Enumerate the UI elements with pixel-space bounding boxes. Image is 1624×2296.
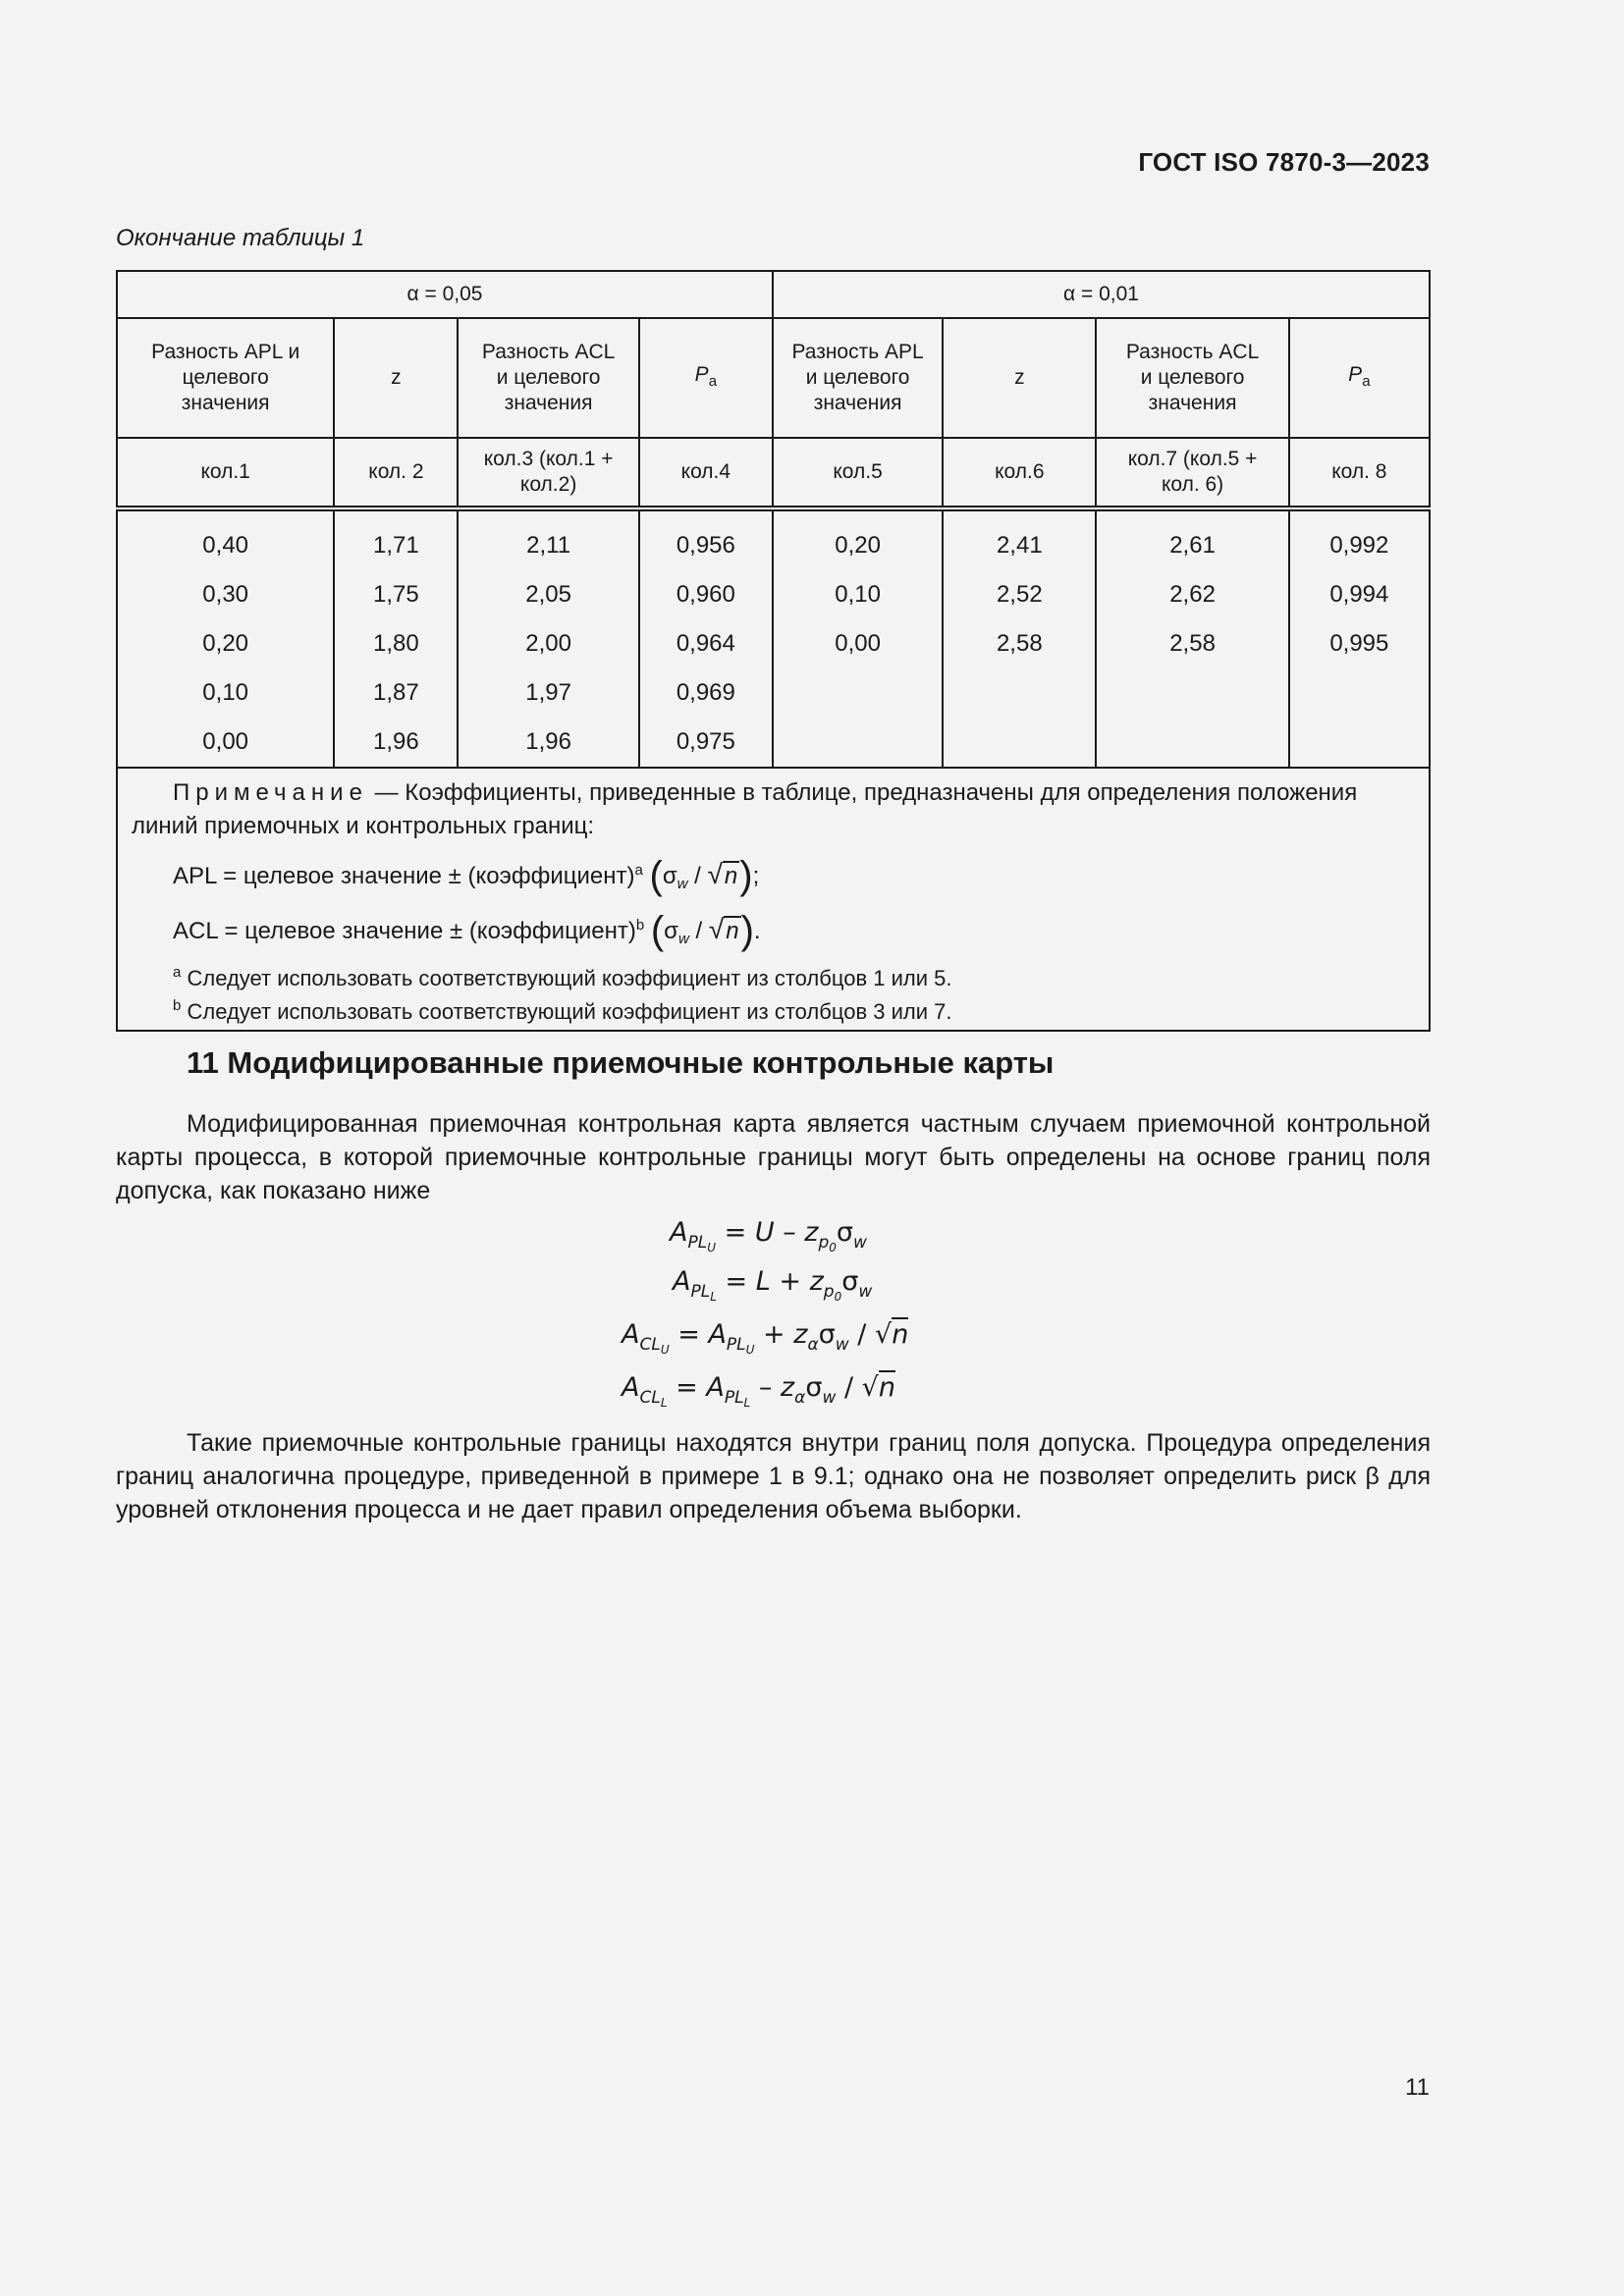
close-paren: ) [740, 909, 754, 952]
cell: 0,995 [1329, 630, 1389, 657]
PL-text: PL [690, 1282, 711, 1302]
col-label-1: кол.1 [117, 438, 334, 508]
CL-text: CL [639, 1388, 661, 1408]
header-acl-diff-1: Разность ACL и целевого значения [458, 318, 638, 438]
eq-sign: = [676, 1372, 698, 1403]
open-paren: ( [650, 909, 665, 952]
cell: 2,05 [525, 581, 571, 608]
A-symbol: A [622, 1319, 640, 1350]
plus-sign: + [779, 1266, 801, 1297]
cell: 1,87 [373, 679, 419, 706]
note-row [117, 768, 1430, 1031]
header-apl-diff-1: Разность APL и целевого значения [117, 318, 334, 438]
cell: 0,975 [676, 728, 735, 755]
col-label-4: кол.4 [639, 438, 773, 508]
note-text [132, 776, 1415, 843]
col-label-5: кол.5 [773, 438, 943, 508]
apl-end: ; [752, 863, 760, 889]
data-col-3 [458, 508, 638, 768]
cell: 0,20 [835, 532, 881, 559]
data-col-8 [1289, 508, 1430, 768]
acl-note-formula [132, 898, 1415, 953]
PL-sub [725, 1388, 750, 1408]
sigma-symbol: σ [805, 1372, 823, 1403]
sqrt-icon: √ [875, 1319, 893, 1350]
w-sub: w [835, 1335, 849, 1355]
table-note [117, 768, 1430, 1031]
cell: 0,00 [835, 630, 881, 657]
L-symbol: L [755, 1266, 771, 1297]
cell: 1,96 [525, 728, 571, 755]
minus-sign: – [783, 1217, 796, 1248]
footnote-mark-b: b [635, 917, 645, 934]
cell: 0,992 [1329, 532, 1389, 559]
slash: / [694, 863, 701, 889]
col-label-3: кол.3 (кол.1 + кол.2) [458, 438, 638, 508]
cell: 2,58 [996, 630, 1043, 657]
standard-code: ГОСТ ISO 7870-3—2023 [1138, 147, 1430, 177]
formula-apl-upper [670, 1217, 867, 1255]
paragraph-conclusion: Такие приемочные контрольные границы находятся внутри границ поля допуска. Процедура определения границ аналогична процедуре, приведенной в примере 1 в 9.1; однако она не позволяет определить риск β для уровней отклонения процесса и не дает правил определения объема выборки. [116, 1429, 1431, 1523]
section-title: 11 Модифицированные приемочные контрольные карты [187, 1045, 1055, 1080]
footnote-a-text: Следует использовать соответствующий коэффициент из столбцов 1 или 5. [187, 966, 952, 990]
close-paren: ) [739, 854, 753, 897]
page-number: 11 [1405, 2074, 1430, 2101]
cell: 0,960 [676, 581, 735, 608]
apl-note-formula [132, 843, 1415, 898]
acl-end: . [753, 918, 761, 944]
alpha-sub: α [794, 1388, 806, 1408]
cell: 0,964 [676, 630, 735, 657]
data-row [117, 508, 1430, 768]
slash: / [843, 1372, 854, 1403]
cell: 1,75 [373, 581, 419, 608]
w-subscript: w [677, 876, 688, 892]
L-sub: L [660, 1396, 668, 1410]
w-subscript: w [677, 931, 689, 947]
eq-sign: = [724, 1217, 747, 1248]
n-symbol: n [878, 1372, 895, 1403]
col-label-8: кол. 8 [1289, 438, 1430, 508]
column-header-row [117, 318, 1430, 438]
formula-acl-lower [622, 1372, 895, 1410]
header-acl-diff-2: Разность ACL и целевого значения [1096, 318, 1288, 438]
cell: 0,969 [676, 679, 735, 706]
formula-apl-lower [673, 1266, 872, 1304]
header-pa-1 [639, 318, 773, 438]
footnote-b-mark: b [173, 997, 182, 1014]
acl-note-prefix: ACL = целевое значение ± (коэффициент) [173, 918, 636, 944]
PL-sub [687, 1233, 716, 1253]
w-sub: w [858, 1282, 873, 1302]
U-sub: U [707, 1241, 717, 1255]
U-sub: U [745, 1343, 755, 1357]
data-col-5 [773, 508, 943, 768]
column-number-row [117, 438, 1430, 508]
sqrt-icon: √ [708, 914, 725, 944]
cell: 2,62 [1169, 581, 1216, 608]
alpha-005-header: α = 0,05 [117, 271, 773, 318]
slash: / [857, 1319, 867, 1350]
cell: 0,30 [202, 581, 249, 608]
CL-text: CL [639, 1335, 661, 1355]
coefficients-table-container [116, 270, 1431, 1032]
z-symbol: z [780, 1372, 795, 1403]
footnote-b-text: Следует использовать соответствующий коэффициент из столбцов 3 или 7. [187, 999, 952, 1024]
p-text: p [818, 1233, 830, 1253]
PL-text: PL [687, 1233, 708, 1253]
open-paren: ( [649, 854, 663, 897]
z-symbol: z [804, 1217, 819, 1248]
pa-symbol: P [694, 362, 709, 386]
U-sub: U [660, 1343, 670, 1357]
n-symbol: n [724, 863, 738, 889]
n-symbol: n [726, 918, 739, 944]
p0-sub [818, 1233, 836, 1253]
L-sub: L [743, 1396, 751, 1410]
data-col-2 [334, 508, 458, 768]
cell: 1,97 [525, 679, 571, 706]
eq-sign: = [725, 1266, 748, 1297]
pa-symbol: P [1348, 362, 1363, 386]
cell: 2,61 [1169, 532, 1216, 559]
plus-sign: + [763, 1319, 785, 1350]
header-pa-2 [1289, 318, 1430, 438]
minus-sign: – [758, 1372, 773, 1403]
A-symbol: A [708, 1319, 727, 1350]
cell: 2,58 [1169, 630, 1216, 657]
header-apl-diff-2: Разность APL и целевого значения [773, 318, 943, 438]
z-symbol: z [809, 1266, 824, 1297]
w-sub: w [853, 1233, 867, 1253]
w-sub: w [822, 1388, 837, 1408]
cell: 0,10 [202, 679, 249, 706]
header-z-2: z [943, 318, 1096, 438]
sqrt-icon: √ [861, 1372, 879, 1403]
table-caption: Окончание таблицы 1 [116, 225, 365, 251]
L-sub: L [710, 1290, 717, 1304]
cell: 1,71 [373, 532, 419, 559]
sigma-symbol: σ [818, 1319, 836, 1350]
apl-note-prefix: APL = целевое значение ± (коэффициент) [173, 863, 635, 889]
cell: 2,00 [525, 630, 571, 657]
cell: 0,40 [202, 532, 249, 559]
cell: 2,11 [526, 532, 571, 559]
U-symbol: U [754, 1217, 775, 1248]
footnote-b [132, 992, 1415, 1026]
zero-sub: 0 [829, 1241, 837, 1255]
z-symbol: z [793, 1319, 808, 1350]
alpha-001-header: α = 0,01 [773, 271, 1430, 318]
cell: 1,96 [373, 728, 419, 755]
CL-sub [639, 1388, 667, 1408]
data-col-7 [1096, 508, 1288, 768]
formula-acl-upper [622, 1319, 908, 1357]
pa-subscript: a [1362, 372, 1371, 390]
footnote-a [132, 959, 1415, 992]
A-symbol: A [622, 1372, 640, 1403]
A-symbol: A [670, 1217, 688, 1248]
cell: 0,956 [676, 532, 735, 559]
sigma-symbol: σ [836, 1217, 854, 1248]
sigma-symbol: σ [841, 1266, 859, 1297]
PL-sub [690, 1282, 716, 1302]
note-label: Примечание [173, 779, 368, 806]
eq-sign: = [677, 1319, 700, 1350]
pa-subscript: a [708, 372, 718, 390]
footnote-a-mark: a [173, 964, 182, 981]
col-label-7: кол.7 (кол.5 + кол. 6) [1096, 438, 1288, 508]
PL-sub [727, 1335, 755, 1355]
data-col-6 [943, 508, 1096, 768]
cell: 0,20 [202, 630, 249, 657]
col-label-6: кол.6 [943, 438, 1096, 508]
coefficients-table [116, 270, 1431, 1032]
A-symbol: A [706, 1372, 725, 1403]
data-col-1 [117, 508, 334, 768]
cell: 1,80 [373, 630, 419, 657]
cell: 2,52 [996, 581, 1043, 608]
PL-text: PL [726, 1335, 746, 1355]
n-symbol: n [892, 1319, 909, 1350]
sigma-symbol: σ [664, 918, 678, 944]
alpha-header-row [117, 271, 1430, 318]
slash: / [695, 918, 703, 944]
alpha-sub: α [807, 1335, 819, 1355]
cell: 0,10 [835, 581, 881, 608]
p-text: p [823, 1282, 835, 1302]
sigma-symbol: σ [662, 863, 677, 889]
cell: 0,994 [1329, 581, 1389, 608]
note-body: — Коэффициенты, приведенные в таблице, предназначены для определения положения линий приемочных и контрольных границ: [132, 779, 1358, 839]
paragraph-intro: Модифицированная приемочная контрольная карта является частным случаем приемочной контрольной карты процесса, в которой приемочные контрольные границы могут быть определены на основе границ поля допуска, как показано ниже [116, 1110, 1431, 1204]
A-symbol: A [673, 1266, 691, 1297]
cell: 0,00 [202, 728, 249, 755]
PL-text: PL [724, 1388, 744, 1408]
CL-sub [639, 1335, 669, 1355]
footnote-mark-a: a [634, 862, 643, 879]
data-col-4 [639, 508, 773, 768]
sqrt-icon: √ [707, 859, 723, 889]
header-z-1: z [334, 318, 458, 438]
p0-sub [824, 1282, 841, 1302]
zero-sub: 0 [834, 1290, 842, 1304]
cell: 2,41 [996, 532, 1043, 559]
col-label-2: кол. 2 [334, 438, 458, 508]
